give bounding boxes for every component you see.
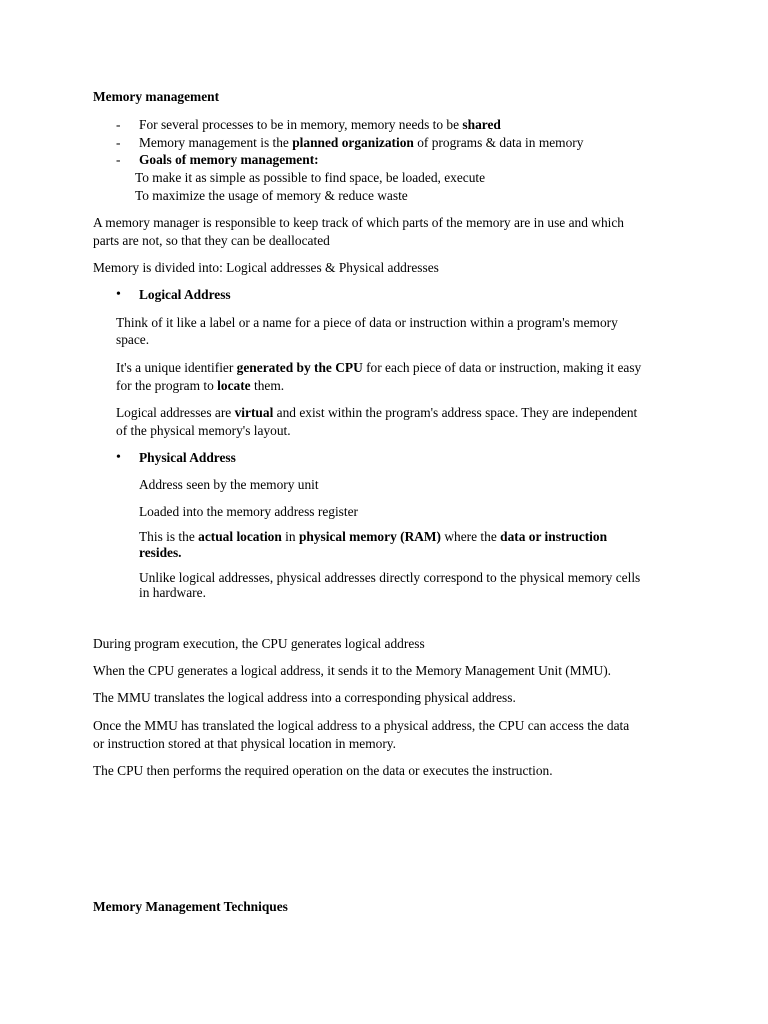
bullet-marker: • <box>116 287 121 302</box>
paragraph-line: The CPU then performs the required operation on the data or executes the instruction. <box>93 763 553 778</box>
goal-line: To maximize the usage of memory & reduce waste <box>135 188 408 203</box>
goal-line: To make it as simple as possible to find space, be loaded, execute <box>135 170 486 185</box>
paragraph-line: Loaded into the memory address register <box>139 504 359 519</box>
section-heading: Memory management <box>93 89 220 104</box>
paragraph-line: parts are not, so that they can be deallocated <box>93 233 330 248</box>
paragraph-line: A memory manager is responsible to keep track of which parts of the memory are in use and which <box>93 215 625 230</box>
bullet-marker: • <box>116 450 121 465</box>
paragraph-line: When the CPU generates a logical address, it sends it to the Memory Management Unit (MMU). <box>93 663 612 678</box>
paragraph-line: or instruction stored at that physical location in memory. <box>93 736 396 751</box>
list-item: For several processes to be in memory, memory needs to be shared <box>139 117 501 132</box>
list-item: Goals of memory management: <box>139 152 319 167</box>
paragraph-line: in hardware. <box>139 585 206 600</box>
dash-marker: - <box>116 117 121 132</box>
paragraph-line: Once the MMU has translated the logical address to a physical address, the CPU can access the data <box>93 718 630 733</box>
paragraph-line: resides. <box>139 545 182 560</box>
paragraph-line: It's a unique identifier generated by the CPU for each piece of data or instruction, making it easy <box>116 360 642 375</box>
paragraph-line: The MMU translates the logical address into a corresponding physical address. <box>93 690 516 705</box>
paragraph-line: for the program to locate them. <box>116 378 285 393</box>
paragraph-line: During program execution, the CPU generates logical address <box>93 636 425 651</box>
dash-marker: - <box>116 152 121 167</box>
list-item: Memory management is the planned organization of programs & data in memory <box>139 135 584 150</box>
paragraph-line: Logical addresses are virtual and exist within the program's address space. They are independent <box>116 405 638 420</box>
paragraph-line: of the physical memory's layout. <box>116 423 291 438</box>
paragraph-line: Unlike logical addresses, physical addresses directly correspond to the physical memory cells <box>139 570 641 585</box>
dash-marker: - <box>116 135 121 150</box>
subsection-title: Physical Address <box>139 450 236 465</box>
paragraph-line: Memory is divided into: Logical addresses & Physical addresses <box>93 260 439 275</box>
section-heading: Memory Management Techniques <box>93 899 288 914</box>
paragraph-line: Address seen by the memory unit <box>139 477 319 492</box>
subsection-title: Logical Address <box>139 287 231 302</box>
paragraph-line: This is the actual location in physical memory (RAM) where the data or instruction <box>139 529 608 544</box>
paragraph-line: space. <box>116 332 150 347</box>
paragraph-line: Think of it like a label or a name for a piece of data or instruction within a program's memory <box>116 315 618 330</box>
